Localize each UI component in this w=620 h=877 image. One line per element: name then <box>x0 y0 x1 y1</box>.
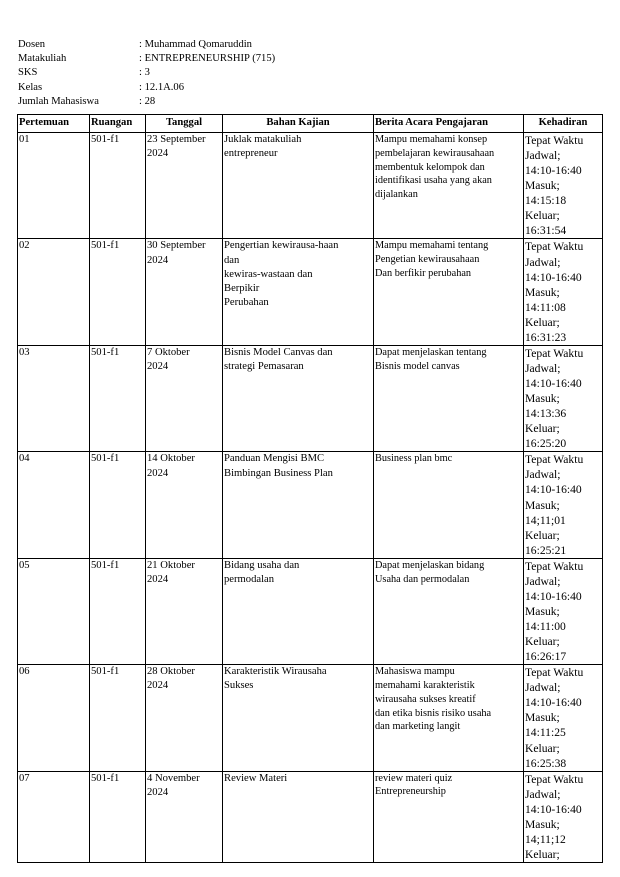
cell-berita-acara <box>374 771 524 862</box>
cell-berita-acara-line: Dapat menjelaskan tentang <box>375 346 487 358</box>
cell-kehadiran-line: Jadwal; <box>525 574 561 588</box>
cell-kehadiran-line: Masuk; <box>525 179 560 193</box>
meta-value: : Muhammad Qomaruddin <box>139 39 252 50</box>
cell-berita-acara-line: Mampu memahami konsep <box>375 134 488 145</box>
meta-dosen <box>18 38 275 52</box>
meta-label: Kelas <box>18 81 43 93</box>
header-berita-acara: Berita Acara Pengajaran <box>374 115 524 133</box>
cell-berita-acara-line: Dan berfikir perubahan <box>375 268 472 280</box>
cell-bahan-kajian-line: Juklak matakuliah <box>224 134 302 145</box>
meta-label: Dosen <box>18 39 46 50</box>
cell-kehadiran-line: Jadwal; <box>525 787 561 801</box>
cell-kehadiran-line: 14:10-16:40 <box>525 696 582 710</box>
cell-kehadiran <box>524 239 603 345</box>
cell-berita-acara-line: Usaha dan permodalan <box>375 573 470 585</box>
cell-kehadiran-line: Jadwal; <box>525 361 561 375</box>
table-header-row <box>18 115 603 133</box>
meta-kelas <box>18 81 275 95</box>
cell-bahan-kajian-line: Bidang usaha dan <box>224 559 300 571</box>
cell-kehadiran-line: 14:10-16:40 <box>525 270 582 284</box>
table-body <box>18 133 603 863</box>
cell-tanggal-line: 21 Oktober <box>147 559 195 571</box>
cell-kehadiran-line: Masuk; <box>525 604 560 618</box>
cell-kehadiran-line: 14:13:36 <box>525 407 567 421</box>
cell-tanggal <box>146 133 223 239</box>
cell-kehadiran <box>524 452 603 558</box>
cell-tanggal-line: 14 Oktober <box>147 453 195 465</box>
cell-tanggal-line: 2024 <box>147 361 169 373</box>
cell-bahan-kajian-line: Review Materi <box>224 772 288 784</box>
cell-kehadiran-line: 14:11:00 <box>525 620 566 633</box>
meta-value: : 12.1A.06 <box>139 81 185 93</box>
cell-kehadiran-line: Keluar; <box>525 315 560 329</box>
cell-kehadiran-line: 16:25:38 <box>525 756 567 770</box>
cell-berita-acara-line: dan etika bisnis risiko usaha <box>375 707 492 719</box>
cell-pertemuan: 07 <box>18 771 90 862</box>
cell-kehadiran-line: 16:31:54 <box>525 224 567 238</box>
cell-tanggal <box>146 558 223 664</box>
cell-kehadiran-line: 14:15:18 <box>525 194 567 208</box>
cell-pertemuan: 03 <box>18 345 90 451</box>
cell-kehadiran-line: Jadwal; <box>525 149 561 163</box>
cell-kehadiran-line: Masuk; <box>525 285 560 299</box>
cell-kehadiran-line: Masuk; <box>525 817 560 831</box>
cell-tanggal-line: 28 Oktober <box>147 666 195 678</box>
cell-kehadiran-line: 14:10-16:40 <box>525 802 582 816</box>
cell-berita-acara-line: membentuk kelompok dan <box>375 161 485 173</box>
cell-berita-acara <box>374 345 524 451</box>
cell-berita-acara <box>374 558 524 664</box>
course-info <box>18 38 275 109</box>
cell-bahan-kajian-line: Panduan Mengisi BMC <box>224 453 325 465</box>
meta-label: Jumlah Mahasiswa <box>18 95 99 107</box>
cell-tanggal <box>146 771 223 862</box>
cell-tanggal-line: 4 November <box>147 772 200 784</box>
table-row <box>18 558 603 664</box>
cell-ruangan: 501-f1 <box>90 771 146 862</box>
cell-bahan-kajian-line: permodalan <box>224 573 275 585</box>
meta-sks <box>18 66 275 80</box>
cell-bahan-kajian-line: Perubahan <box>224 297 269 309</box>
cell-kehadiran-line: Masuk; <box>525 711 560 725</box>
cell-kehadiran-line: 16:31:23 <box>525 330 567 344</box>
cell-kehadiran-line: Tepat Waktu <box>525 666 584 680</box>
cell-tanggal-line: 30 September <box>147 240 206 252</box>
header-tanggal: Tanggal <box>146 115 223 133</box>
cell-bahan-kajian <box>223 239 374 345</box>
cell-bahan-kajian <box>223 558 374 664</box>
cell-kehadiran <box>524 665 603 771</box>
cell-kehadiran-line: Keluar; <box>525 847 560 861</box>
cell-bahan-kajian <box>223 452 374 558</box>
cell-kehadiran <box>524 771 603 862</box>
header-bahan-kajian: Bahan Kajian <box>223 115 374 133</box>
meta-matakuliah <box>18 52 275 66</box>
cell-kehadiran-line: Keluar; <box>525 635 560 649</box>
cell-bahan-kajian <box>223 345 374 451</box>
cell-kehadiran-line: 14;11;01 <box>525 513 566 527</box>
cell-bahan-kajian-line: Karakteristik Wirausaha <box>224 666 327 678</box>
cell-kehadiran-line: Keluar; <box>525 209 560 223</box>
header-ruangan: Ruangan <box>90 115 146 133</box>
cell-bahan-kajian <box>223 133 374 239</box>
cell-tanggal <box>146 665 223 771</box>
cell-kehadiran-line: Keluar; <box>525 528 560 542</box>
cell-kehadiran-line: 14:10-16:40 <box>525 589 582 603</box>
cell-kehadiran-line: Jadwal; <box>525 468 561 482</box>
cell-bahan-kajian-line: kewiras-wastaan dan <box>224 268 313 280</box>
cell-berita-acara-line: dijalankan <box>375 189 418 201</box>
cell-bahan-kajian <box>223 771 374 862</box>
cell-tanggal-line: 2024 <box>147 786 169 798</box>
cell-ruangan: 501-f1 <box>90 133 146 239</box>
cell-berita-acara-line: identifikasi usaha yang akan <box>375 175 492 187</box>
cell-tanggal <box>146 239 223 345</box>
header-pertemuan: Pertemuan <box>18 115 90 133</box>
cell-kehadiran-line: 14:11:08 <box>525 300 566 314</box>
cell-berita-acara-line: Mampu memahami tentang <box>375 240 489 252</box>
cell-tanggal-line: 2024 <box>147 148 169 160</box>
cell-kehadiran-line: Keluar; <box>525 741 560 755</box>
cell-kehadiran-line: Masuk; <box>525 498 560 512</box>
cell-berita-acara-line: dan marketing langit <box>375 721 461 733</box>
cell-kehadiran-line: Jadwal; <box>525 255 561 269</box>
cell-kehadiran-line: Jadwal; <box>525 681 561 695</box>
cell-kehadiran-line: 14:10-16:40 <box>525 483 582 497</box>
meta-label: SKS <box>18 67 38 79</box>
cell-bahan-kajian-line: Sukses <box>224 680 254 692</box>
cell-tanggal <box>146 452 223 558</box>
cell-kehadiran-line: Keluar; <box>525 422 560 436</box>
cell-berita-acara-line: Business plan bmc <box>375 453 453 465</box>
cell-kehadiran-line: 14:10-16:40 <box>525 377 582 390</box>
cell-tanggal-line: 2024 <box>147 680 169 692</box>
cell-kehadiran-line: Tepat Waktu <box>525 772 584 786</box>
cell-berita-acara-line: Entrepreneurship <box>375 786 446 798</box>
cell-pertemuan: 05 <box>18 558 90 664</box>
meta-value: : 28 <box>139 95 156 107</box>
cell-berita-acara-line: wirausaha sukses kreatif <box>375 693 476 705</box>
cell-bahan-kajian-line: dan <box>224 254 240 266</box>
cell-berita-acara-line: pembelajaran kewirausahaan <box>375 147 495 159</box>
meta-jumlah-mahasiswa <box>18 95 275 109</box>
cell-berita-acara-line: Pengetian kewirausahaan <box>375 254 480 266</box>
table-row <box>18 133 603 239</box>
cell-pertemuan: 04 <box>18 452 90 558</box>
meta-value: : 3 <box>139 67 150 79</box>
cell-pertemuan: 06 <box>18 665 90 771</box>
cell-kehadiran-line: Tepat Waktu <box>525 453 584 467</box>
cell-tanggal-line: 7 Oktober <box>147 346 190 358</box>
table-row <box>18 452 603 558</box>
table-row <box>18 771 603 862</box>
cell-kehadiran <box>524 133 603 239</box>
cell-bahan-kajian-line: entrepreneur <box>224 148 278 160</box>
cell-berita-acara <box>374 452 524 558</box>
cell-bahan-kajian-line: Bisnis Model Canvas dan <box>224 346 333 358</box>
cell-berita-acara-line: memahami karakteristik <box>375 679 475 691</box>
cell-tanggal-line: 2024 <box>147 254 169 266</box>
attendance-table <box>17 114 603 863</box>
cell-berita-acara <box>374 665 524 771</box>
cell-bahan-kajian-line: Berpikir <box>224 283 260 294</box>
cell-ruangan: 501-f1 <box>90 345 146 451</box>
table-row <box>18 239 603 345</box>
cell-bahan-kajian-line: Pengertian kewirausa-haan <box>224 240 339 252</box>
cell-kehadiran-line: 14:11:25 <box>525 726 566 740</box>
cell-kehadiran-line: 16:25:20 <box>525 437 567 451</box>
cell-berita-acara-line: Bisnis model canvas <box>375 360 460 372</box>
cell-ruangan: 501-f1 <box>90 452 146 558</box>
cell-bahan-kajian-line: Bimbingan Business Plan <box>224 467 333 479</box>
meta-label: Matakuliah <box>18 53 67 65</box>
cell-ruangan: 501-f1 <box>90 665 146 771</box>
header-kehadiran: Kehadiran <box>524 115 603 133</box>
cell-bahan-kajian <box>223 665 374 771</box>
cell-berita-acara <box>374 239 524 345</box>
cell-kehadiran-line: 14:10-16:40 <box>525 164 582 178</box>
table-row <box>18 665 603 771</box>
cell-pertemuan: 02 <box>18 239 90 345</box>
cell-berita-acara-line: review materi quiz <box>375 772 453 784</box>
table-row <box>18 345 603 451</box>
cell-kehadiran-line: Tepat Waktu <box>525 559 584 573</box>
cell-berita-acara-line: Dapat menjelaskan bidang <box>375 559 485 571</box>
meta-value: : ENTREPRENEURSHIP (715) <box>139 53 276 65</box>
cell-kehadiran <box>524 345 603 451</box>
cell-kehadiran-line: Tepat Waktu <box>525 240 584 254</box>
cell-kehadiran-line: 16:25:21 <box>525 543 567 557</box>
cell-kehadiran-line: 16:26:17 <box>525 650 567 664</box>
cell-tanggal <box>146 345 223 451</box>
cell-kehadiran <box>524 558 603 664</box>
cell-kehadiran-line: Tepat Waktu <box>525 134 584 147</box>
cell-berita-acara <box>374 133 524 239</box>
cell-tanggal-line: 23 September <box>147 134 206 145</box>
cell-ruangan: 501-f1 <box>90 558 146 664</box>
cell-kehadiran-line: Masuk; <box>525 392 560 406</box>
cell-tanggal-line: 2024 <box>147 467 169 479</box>
cell-bahan-kajian-line: strategi Pemasaran <box>224 361 304 373</box>
cell-kehadiran-line: 14;11;12 <box>525 832 566 846</box>
cell-kehadiran-line: Tepat Waktu <box>525 346 584 360</box>
cell-berita-acara-line: Mahasiswa mampu <box>375 666 455 678</box>
cell-pertemuan: 01 <box>18 133 90 239</box>
cell-tanggal-line: 2024 <box>147 573 169 585</box>
cell-ruangan: 501-f1 <box>90 239 146 345</box>
